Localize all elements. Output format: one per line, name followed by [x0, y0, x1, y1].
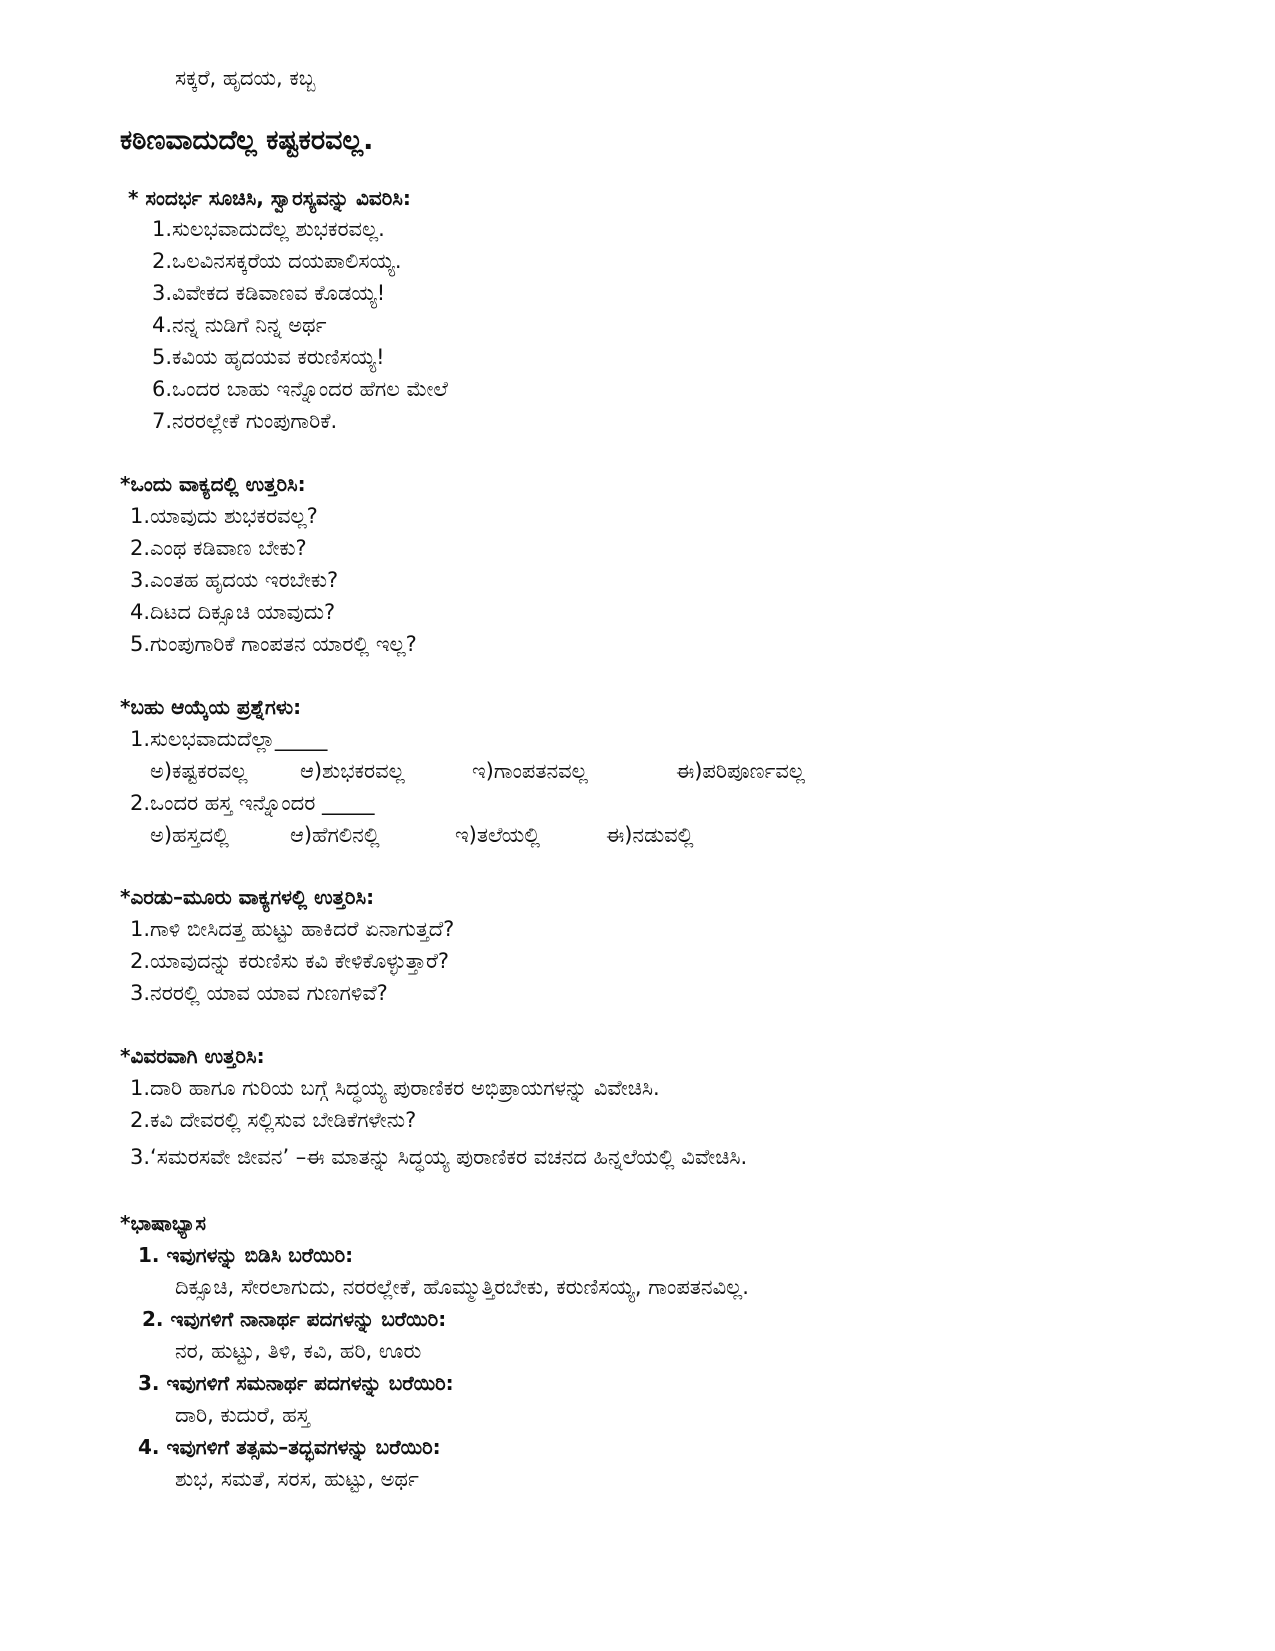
list-item: 5.ಗುಂಪುಗಾರಿಕೆ ಗಾಂಪತನ ಯಾರಲ್ಲಿ ಇಲ್ಲ? — [130, 632, 417, 656]
exercise-content: ಶುಭ, ಸಮತೆ, ಸರಸ, ಹುಟ್ಟು, ಅರ್ಥ — [175, 1467, 419, 1491]
mcq-option: ಆ)ಶುಭಕರವಲ್ಲ — [300, 759, 405, 783]
list-item: 1.ಸುಲಭವಾದುದೆಲ್ಲ ಶುಭಕರವಲ್ಲ. — [152, 217, 385, 241]
exercise-content: ನರ, ಹುಟ್ಟು, ತಿಳಿ, ಕವಿ, ಹರಿ, ಊರು — [175, 1339, 422, 1363]
list-item: 4.ನನ್ನ ನುಡಿಗೆ ನಿನ್ನ ಅರ್ಥ — [152, 313, 327, 337]
mcq-option: ಇ)ತಲೆಯಲ್ಲಿ — [455, 823, 541, 847]
list-item: 1.ಗಾಳಿ ಬೀಸಿದತ್ತ ಹುಟ್ಟು ಹಾಕಿದರೆ ಏನಾಗುತ್ತದೆ? — [130, 917, 455, 941]
mcq-option: ಆ)ಹೆಗಲಿನಲ್ಲಿ — [290, 823, 380, 847]
list-item: 3.ವಿವೇಕದ ಕಡಿವಾಣವ ಕೊಡಯ್ಯ! — [152, 281, 386, 305]
list-item: 2.ಎಂಥ ಕಡಿವಾಣ ಬೇಕು? — [130, 536, 307, 560]
list-item: 4.ದಿಟದ ದಿಕ್ಸೂಚಿ ಯಾವುದು? — [130, 600, 336, 624]
mcq-option: ಅ)ಹಸ್ತದಲ್ಲಿ — [150, 823, 229, 847]
exercise-label: 1. ಇವುಗಳನ್ನು ಬಿಡಿಸಿ ಬರೆಯಿರಿ: — [138, 1243, 354, 1267]
exercise-label: 3. ಇವುಗಳಿಗೆ ಸಮನಾರ್ಥ ಪದಗಳನ್ನು ಬರೆಯಿರಿ: — [138, 1371, 454, 1395]
section-heading-context: * ಸಂದರ್ಭ ಸೂಚಿಸಿ, ಸ್ವಾರಸ್ಯವನ್ನು ವಿವರಿಸಿ: — [128, 186, 411, 210]
list-item: 5.ಕವಿಯ ಹೃದಯವ ಕರುಣಿಸಯ್ಯ! — [152, 345, 385, 369]
list-item: 6.ಒಂದರ ಬಾಹು ಇನ್ನೊಂದರ ಹೆಗಲ ಮೇಲೆ — [152, 377, 448, 401]
list-item: 2.ಒಲವಿನಸಕ್ಕರೆಯ ದಯಪಾಲಿಸಯ್ಯ. — [152, 249, 402, 273]
list-item: 3.‘ಸಮರಸವೇ ಜೀವನ’ –ಈ ಮಾತನ್ನು ಸಿದ್ಧಯ್ಯ ಪುರಾಣಿಕರ ವಚನದ ಹಿನ್ನಲೆಯಲ್ಲಿ ವಿವೇಚಿಸಿ. — [130, 1145, 748, 1169]
mcq-option: ಈ)ಪರಿಪೂರ್ಣವಲ್ಲ — [676, 759, 805, 783]
section-heading-one-sentence: *ಒಂದು ವಾಕ್ಯದಲ್ಲಿ ಉತ್ತರಿಸಿ: — [120, 472, 306, 496]
list-item: 2.ಯಾವುದನ್ನು ಕರುಣಿಸು ಕವಿ ಕೇಳಿಕೊಳ್ಳುತ್ತಾರೆ? — [130, 949, 450, 973]
exercise-label: 2. ಇವುಗಳಿಗೆ ನಾನಾರ್ಥ ಪದಗಳನ್ನು ಬರೆಯಿರಿ: — [142, 1307, 447, 1331]
mcq-option: ಅ)ಕಷ್ಟಕರವಲ್ಲ — [150, 759, 248, 783]
section-heading-language-practice: *ಭಾಷಾಭ್ಯಾಸ — [120, 1211, 206, 1235]
exercise-label: 4. ಇವುಗಳಿಗೆ ತತ್ಸಮ–ತದ್ಭವಗಳನ್ನು ಬರೆಯಿರಿ: — [138, 1435, 441, 1459]
list-item: 2.ಕವಿ ದೇವರಲ್ಲಿ ಸಲ್ಲಿಸುವ ಬೇಡಿಕೆಗಳೇನು? — [130, 1108, 417, 1132]
mcq-question: 2.ಒಂದರ ಹಸ್ತ ಇನ್ನೊಂದರ _____ — [130, 791, 375, 815]
mcq-option: ಇ)ಗಾಂಪತನವಲ್ಲ — [472, 759, 588, 783]
list-item: 3.ನರರಲ್ಲಿ ಯಾವ ಯಾವ ಗುಣಗಳಿವೆ? — [130, 981, 388, 1005]
list-item: 1.ಯಾವುದು ಶುಭಕರವಲ್ಲ? — [130, 504, 318, 528]
section-heading-mcq: *ಬಹು ಆಯ್ಕೆಯ ಪ್ರಶ್ನೆಗಳು: — [120, 695, 302, 719]
page-title: ಕಠಿಣವಾದುದೆಲ್ಲ ಕಷ್ಟಕರವಲ್ಲ. — [120, 125, 374, 156]
mcq-option: ಈ)ನಡುವಲ್ಲಿ — [606, 823, 694, 847]
exercise-content: ದಾರಿ, ಕುದುರೆ, ಹಸ್ತ — [175, 1403, 310, 1427]
list-item: 7.ನರರಲ್ಲೇಕೆ ಗುಂಪುಗಾರಿಕೆ. — [152, 409, 338, 433]
mcq-question: 1.ಸುಲಭವಾದುದೆಲ್ಲಾ_____ — [130, 727, 328, 751]
list-item: 1.ದಾರಿ ಹಾಗೂ ಗುರಿಯ ಬಗ್ಗೆ ಸಿದ್ಧಯ್ಯ ಪುರಾಣಿಕರ ಅಭಿಪ್ರಾಯಗಳನ್ನು ವಿವೇಚಿಸಿ. — [130, 1076, 660, 1100]
section-heading-two-three-sentences: *ಎರಡು–ಮೂರು ವಾಕ್ಯಗಳಲ್ಲಿ ಉತ್ತರಿಸಿ: — [120, 885, 375, 909]
top-words: ಸಕ್ಕರೆ, ಹೃದಯ, ಕಬ್ಬ — [175, 66, 316, 90]
exercise-content: ದಿಕ್ಸೂಚಿ, ಸೇರಲಾಗುದು, ನರರಲ್ಲೇಕೆ, ಹೊಮ್ಮುತ್ತಿರಬೇಕು, ಕರುಣಿಸಯ್ಯ, ಗಾಂಪತನವಿಲ್ಲ. — [175, 1275, 749, 1299]
list-item: 3.ಎಂತಹ ಹೃದಯ ಇರಬೇಕು? — [130, 568, 339, 592]
section-heading-detailed: *ವಿವರವಾಗಿ ಉತ್ತರಿಸಿ: — [120, 1044, 265, 1068]
